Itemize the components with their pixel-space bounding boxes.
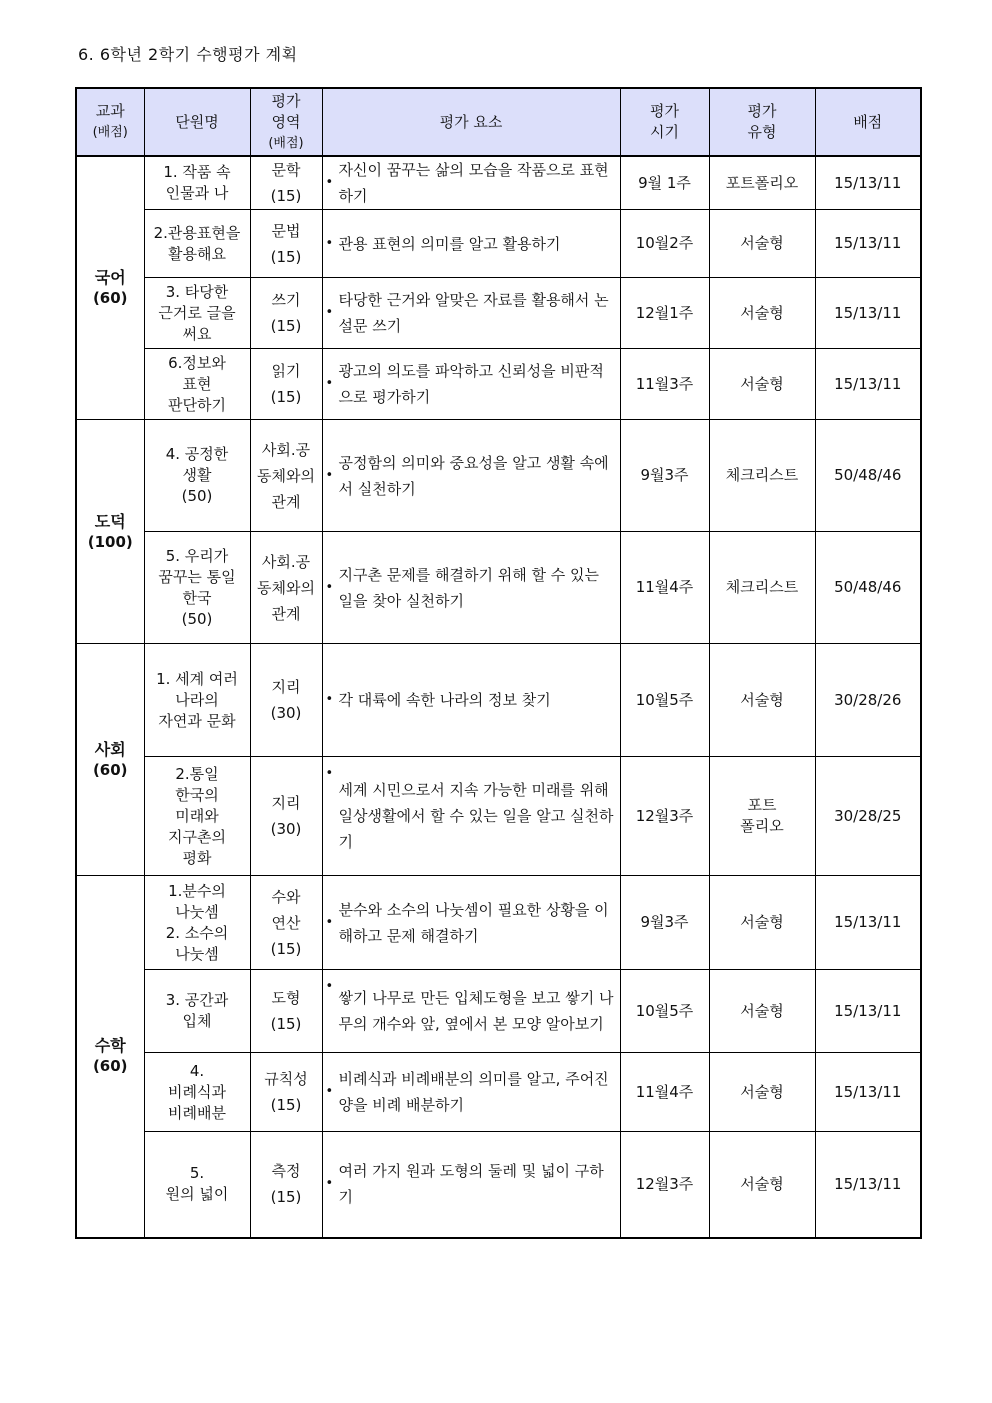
unit-cell: 4. 비례식과 비례배분 <box>144 1053 250 1132</box>
period-cell: 9월 1주 <box>620 156 709 210</box>
subject-name: 수학 <box>94 1036 126 1056</box>
bullet-icon: • <box>325 1084 334 1099</box>
subject-name: 국어 <box>94 268 126 287</box>
area-cell: 도형 (15) <box>250 970 322 1053</box>
period-cell: 10월5주 <box>620 970 709 1053</box>
score-cell: 30/28/26 <box>815 644 921 757</box>
header-area-label: 평가 영역 <box>271 91 301 131</box>
area-cell: 사회.공 동체와의 관계 <box>250 532 322 644</box>
table-row <box>76 1132 921 1238</box>
unit-cell: 3. 공간과 입체 <box>144 970 250 1053</box>
type-cell: 서술형 <box>709 970 815 1053</box>
score-cell: 15/13/11 <box>815 156 921 210</box>
period-cell: 12월3주 <box>620 1132 709 1238</box>
header-type: 평가 유형 <box>709 88 815 156</box>
table-row <box>76 970 921 1053</box>
element-text: 관용 표현의 의미를 알고 활용하기 <box>338 234 561 253</box>
table-row <box>76 156 921 210</box>
table-row <box>76 278 921 349</box>
header-row <box>76 88 921 156</box>
bullet-icon: • <box>325 235 334 251</box>
area-cell: 문학 (15) <box>250 156 322 210</box>
assessment-plan-table <box>75 87 922 1239</box>
element-cell <box>322 210 620 278</box>
header-unit: 단원명 <box>144 88 250 156</box>
element-text: 비례식과 비례배분의 의미를 알고, 주어진 양을 비례 배분하기 <box>338 1070 609 1114</box>
area-cell: 문법 (15) <box>250 210 322 278</box>
bullet-icon: • <box>325 175 334 190</box>
area-cell: 지리 (30) <box>250 644 322 757</box>
header-period: 평가 시기 <box>620 88 709 156</box>
unit-cell: 5. 우리가 꿈꾸는 통일 한국 (50) <box>144 532 250 644</box>
type-cell: 체크리스트 <box>709 420 815 532</box>
element-text: 자신이 꿈꾸는 삶의 모습을 작품으로 표현하기 <box>338 161 609 205</box>
period-cell: 11월4주 <box>620 1053 709 1132</box>
header-subject-points: (배점) <box>92 125 128 140</box>
type-cell: 서술형 <box>709 210 815 278</box>
unit-cell: 2.통일 한국의 미래와 지구촌의 평화 <box>144 757 250 876</box>
element-cell <box>322 757 620 876</box>
bullet-icon: • <box>325 376 334 391</box>
bullet-icon: • <box>325 914 334 930</box>
period-cell: 9월3주 <box>620 876 709 970</box>
element-cell <box>322 644 620 757</box>
subject-cell <box>76 876 144 1238</box>
table-row <box>76 1053 921 1132</box>
area-cell: 쓰기 (15) <box>250 278 322 349</box>
element-text: 분수와 소수의 나눗셈이 필요한 상황을 이해하고 문제 해결하기 <box>338 900 609 945</box>
score-cell: 30/28/25 <box>815 757 921 876</box>
type-cell: 서술형 <box>709 278 815 349</box>
subject-points: (60) <box>92 760 128 779</box>
period-cell: 12월1주 <box>620 278 709 349</box>
subject-cell <box>76 644 144 876</box>
bullet-icon: • <box>325 1176 334 1192</box>
bullet-icon: • <box>325 305 334 320</box>
area-cell: 사회.공 동체와의 관계 <box>250 420 322 532</box>
type-cell: 서술형 <box>709 349 815 420</box>
element-text: 광고의 의도를 파악하고 신뢰성을 비판적으로 평가하기 <box>338 362 604 406</box>
subject-points: (100) <box>87 532 133 551</box>
unit-cell: 1.분수의 나눗셈 2. 소수의 나눗셈 <box>144 876 250 970</box>
element-cell <box>322 970 620 1053</box>
unit-cell: 5. 원의 넓이 <box>144 1132 250 1238</box>
unit-cell: 3. 타당한 근거로 글을 써요 <box>144 278 250 349</box>
element-text: 공정함의 의미와 중요성을 알고 생활 속에서 실천하기 <box>338 453 609 498</box>
score-cell: 15/13/11 <box>815 1053 921 1132</box>
unit-cell: 1. 세계 여러 나라의 자연과 문화 <box>144 644 250 757</box>
subject-name: 사회 <box>94 739 126 759</box>
period-cell: 10월2주 <box>620 210 709 278</box>
subject-points: (60) <box>92 289 128 307</box>
score-cell: 15/13/11 <box>815 210 921 278</box>
header-area <box>250 88 322 156</box>
bullet-icon: • <box>325 766 334 781</box>
period-cell: 12월3주 <box>620 757 709 876</box>
document-title: 6. 6학년 2학기 수행평가 계획 <box>78 45 298 64</box>
element-text: 여러 가지 원과 도형의 둘레 및 넓이 구하기 <box>338 1162 604 1207</box>
type-cell: 체크리스트 <box>709 532 815 644</box>
type-cell: 서술형 <box>709 1053 815 1132</box>
header-element: 평가 요소 <box>322 88 620 156</box>
element-text: 쌓기 나무로 만든 입체도형을 보고 쌓기 나무의 개수와 앞, 옆에서 본 모양 알아보기 <box>338 989 614 1033</box>
table-row <box>76 876 921 970</box>
element-cell <box>322 156 620 210</box>
subject-cell <box>76 156 144 420</box>
bullet-icon: • <box>325 692 334 707</box>
element-text: 지구촌 문제를 해결하기 위해 할 수 있는 일을 찾아 실천하기 <box>338 565 599 610</box>
header-score: 배점 <box>815 88 921 156</box>
unit-cell: 2.관용표현을 활용해요 <box>144 210 250 278</box>
type-cell: 서술형 <box>709 876 815 970</box>
table-row <box>76 757 921 876</box>
unit-cell: 6.정보와 표현 판단하기 <box>144 349 250 420</box>
score-cell: 50/48/46 <box>815 532 921 644</box>
element-cell <box>322 278 620 349</box>
table-row <box>76 644 921 757</box>
element-cell <box>322 876 620 970</box>
area-cell: 수와 연산 (15) <box>250 876 322 970</box>
score-cell: 15/13/11 <box>815 278 921 349</box>
element-text: 세계 시민으로서 지속 가능한 미래를 위해 일상생활에서 할 수 있는 일을 알고 실천하기 <box>338 781 614 851</box>
subject-name: 도덕 <box>94 511 126 531</box>
header-area-points: (배점) <box>268 135 304 151</box>
element-cell <box>322 420 620 532</box>
header-subject-label: 교과 <box>95 102 125 120</box>
element-cell <box>322 1053 620 1132</box>
element-text: 각 대륙에 속한 나라의 정보 찾기 <box>338 691 551 709</box>
subject-points: (60) <box>92 1057 128 1076</box>
element-cell <box>322 532 620 644</box>
table-row <box>76 210 921 278</box>
unit-cell: 4. 공정한 생활 (50) <box>144 420 250 532</box>
bullet-icon: • <box>325 979 334 994</box>
area-cell: 지리 (30) <box>250 757 322 876</box>
area-cell: 측정 (15) <box>250 1132 322 1238</box>
period-cell: 10월5주 <box>620 644 709 757</box>
period-cell: 11월4주 <box>620 532 709 644</box>
type-cell: 서술형 <box>709 644 815 757</box>
table-row <box>76 420 921 532</box>
subject-cell <box>76 420 144 644</box>
type-cell: 포트 폴리오 <box>709 757 815 876</box>
bullet-icon: • <box>325 467 334 483</box>
area-cell: 규칙성 (15) <box>250 1053 322 1132</box>
bullet-icon: • <box>325 579 334 595</box>
score-cell: 15/13/11 <box>815 349 921 420</box>
table-row <box>76 532 921 644</box>
unit-cell: 1. 작품 속 인물과 나 <box>144 156 250 210</box>
period-cell: 11월3주 <box>620 349 709 420</box>
table-row <box>76 349 921 420</box>
element-cell <box>322 349 620 420</box>
type-cell: 서술형 <box>709 1132 815 1238</box>
header-subject <box>76 88 144 156</box>
score-cell: 50/48/46 <box>815 420 921 532</box>
element-text: 타당한 근거와 알맞은 자료를 활용해서 논설문 쓰기 <box>338 291 609 335</box>
area-cell: 읽기 (15) <box>250 349 322 420</box>
element-cell <box>322 1132 620 1238</box>
score-cell: 15/13/11 <box>815 1132 921 1238</box>
score-cell: 15/13/11 <box>815 970 921 1053</box>
type-cell: 포트폴리오 <box>709 156 815 210</box>
score-cell: 15/13/11 <box>815 876 921 970</box>
period-cell: 9월3주 <box>620 420 709 532</box>
